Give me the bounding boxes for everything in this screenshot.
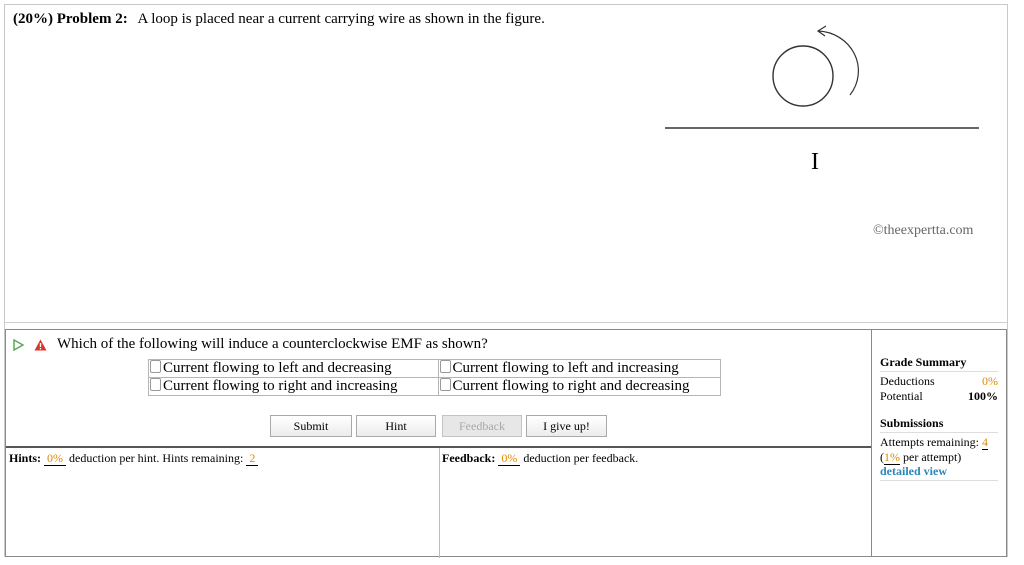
choice-option[interactable] bbox=[149, 360, 439, 378]
choice-checkbox[interactable] bbox=[440, 378, 451, 391]
grade-summary-title: Grade Summary bbox=[880, 355, 967, 369]
choice-label: Current flowing to left and decreasing bbox=[163, 360, 392, 376]
deductions-value: 0% bbox=[982, 374, 998, 388]
hints-text: deduction per hint. Hints remaining: bbox=[69, 451, 244, 465]
hints-deduction: 0% bbox=[44, 451, 66, 466]
hints-label: Hints: bbox=[9, 451, 42, 465]
submissions-divider bbox=[880, 432, 998, 433]
choice-option[interactable] bbox=[438, 378, 720, 396]
attempts-remaining bbox=[880, 435, 988, 450]
choice-checkbox[interactable] bbox=[150, 360, 161, 373]
question-text: Which of the following will induce a counterclockwise EMF as shown? bbox=[57, 336, 488, 352]
choice-label: Current flowing to right and decreasing bbox=[452, 378, 690, 394]
hints-remaining: 2 bbox=[246, 451, 258, 466]
problem-statement: A loop is placed near a current carrying wire as shown in the figure. bbox=[137, 11, 545, 27]
feedback-button[interactable]: Feedback bbox=[442, 415, 522, 437]
problem-header bbox=[13, 11, 545, 28]
current-label: I bbox=[811, 149, 819, 175]
choice-option[interactable] bbox=[149, 378, 439, 396]
submissions-bottom-divider bbox=[880, 480, 998, 481]
detailed-view-link[interactable]: detailed view bbox=[880, 464, 947, 478]
deductions-label: Deductions bbox=[880, 374, 935, 388]
loop-circle bbox=[773, 46, 833, 106]
feedback-panel bbox=[439, 448, 872, 558]
potential-label: Potential bbox=[880, 389, 923, 403]
problem-area bbox=[5, 5, 1007, 323]
attempts-label: Attempts remaining: bbox=[880, 435, 979, 449]
attempts-value: 4 bbox=[981, 435, 988, 449]
feedback-label: Feedback: bbox=[442, 451, 496, 465]
figure-drawing bbox=[655, 23, 985, 183]
play-icon[interactable] bbox=[12, 339, 24, 351]
per-attempt-deduction bbox=[880, 450, 961, 465]
warning-icon bbox=[34, 339, 47, 351]
deductions-row bbox=[880, 374, 998, 389]
choice-label: Current flowing to right and increasing bbox=[163, 378, 398, 394]
submit-button[interactable]: Submit bbox=[270, 415, 352, 437]
feedback-deduction: 0% bbox=[498, 451, 520, 466]
choice-label: Current flowing to left and increasing bbox=[452, 360, 679, 376]
emf-arrow-arc bbox=[818, 31, 858, 95]
answer-choices bbox=[148, 359, 721, 396]
problem-number: Problem 2: bbox=[56, 11, 128, 27]
choice-checkbox[interactable] bbox=[150, 378, 161, 391]
feedback-text: deduction per feedback. bbox=[523, 451, 639, 465]
give-up-button[interactable]: I give up! bbox=[526, 415, 607, 437]
per-attempt-value: 1% bbox=[884, 450, 900, 464]
problem-container bbox=[4, 4, 1008, 557]
wire-loop-figure bbox=[655, 23, 985, 188]
hints-panel bbox=[9, 451, 438, 555]
question-row bbox=[12, 336, 488, 353]
problem-percent: (20%) bbox=[13, 11, 53, 27]
choice-checkbox[interactable] bbox=[440, 360, 451, 373]
choice-option[interactable] bbox=[438, 360, 720, 378]
per-attempt-text: per attempt) bbox=[903, 450, 962, 464]
watermark: ©theexpertta.com bbox=[873, 223, 974, 238]
question-box bbox=[5, 329, 871, 557]
grade-summary-panel bbox=[871, 329, 1007, 557]
per-attempt-open: ( bbox=[880, 450, 884, 464]
detailed-view-row bbox=[880, 464, 947, 479]
potential-value: 100% bbox=[968, 389, 998, 403]
hint-button[interactable]: Hint bbox=[356, 415, 436, 437]
potential-row bbox=[880, 389, 998, 404]
grade-summary-divider bbox=[880, 371, 998, 372]
submissions-title: Submissions bbox=[880, 416, 944, 430]
